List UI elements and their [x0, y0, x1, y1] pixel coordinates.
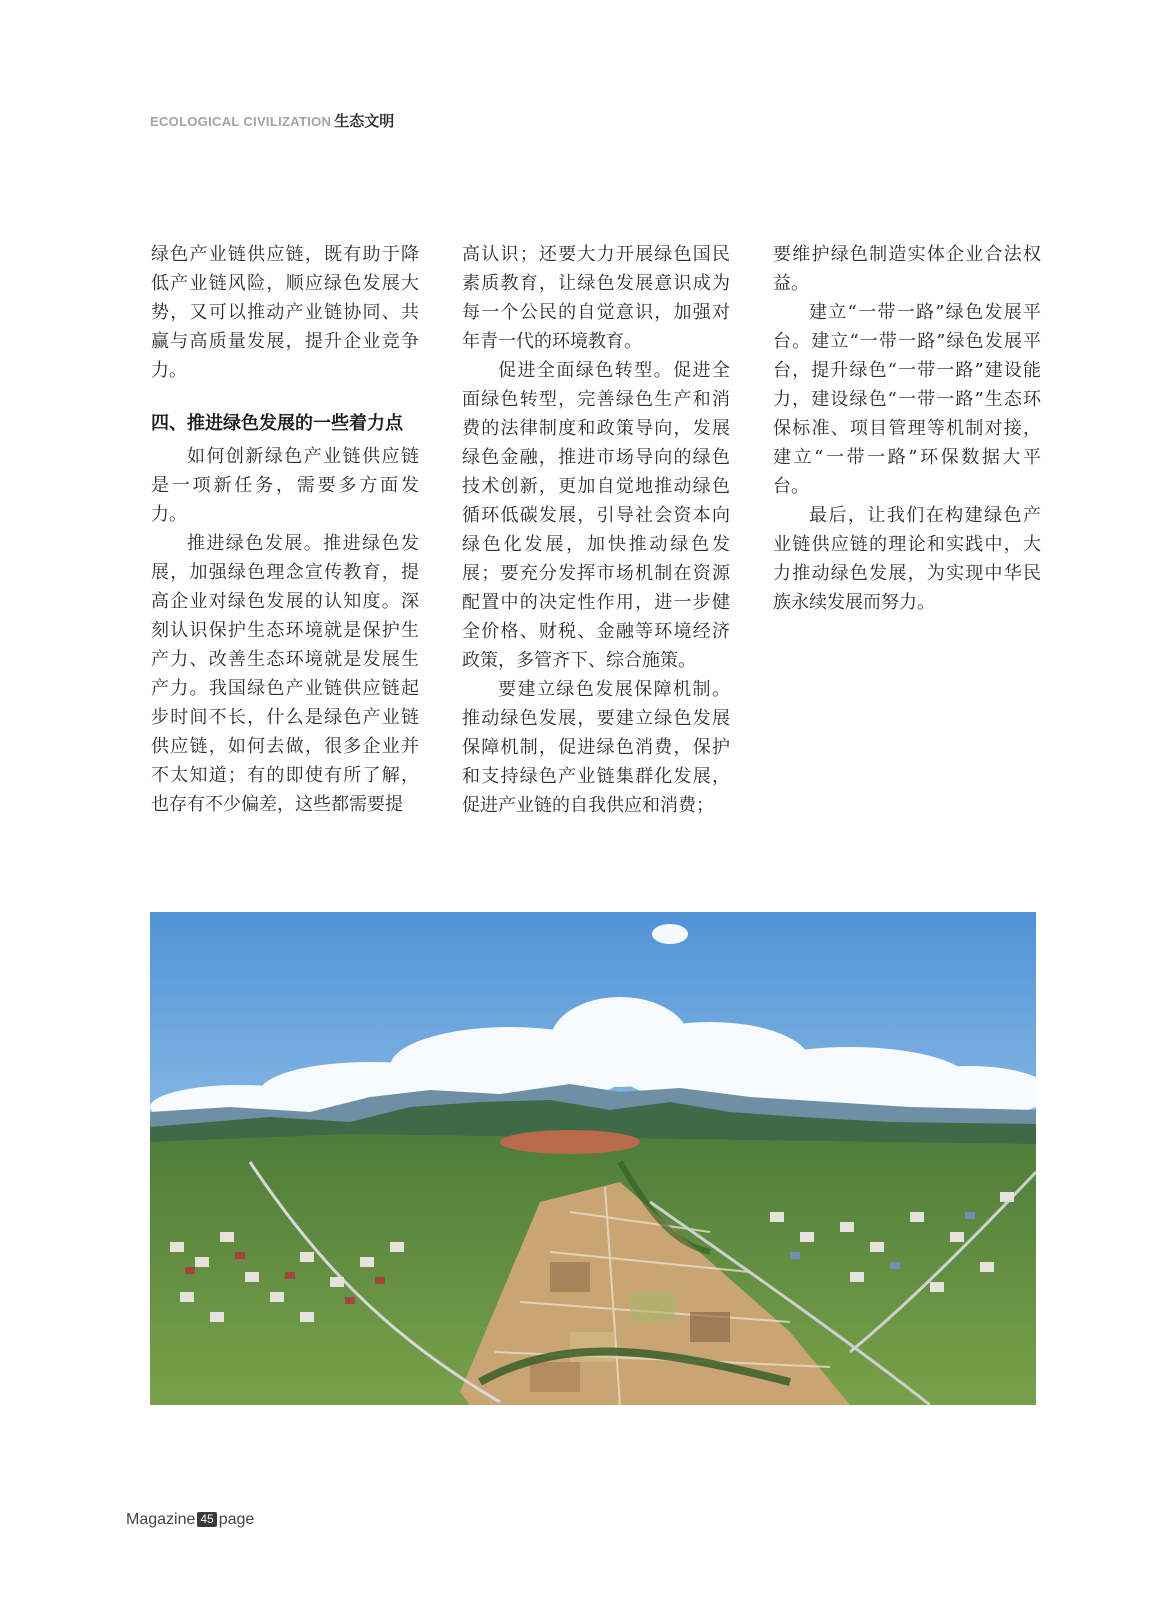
article-column-2 — [462, 240, 730, 820]
paragraph: 建立“一带一路”绿色发展平台。建立“一带一路”绿色发展平台，提升绿色“一带一路”建设能力，建设绿色“一带一路”生态环保标准、项目管理等机制对接，建立“一带一路”环保数据大平台。 — [773, 302, 1041, 497]
paragraph: 要建立绿色发展保障机制。推动绿色发展，要建立绿色发展保障机制，促进绿色消费，保护和支持绿色产业链集群化发展，促进产业链的自我供应和消费； — [462, 679, 730, 816]
magazine-label: Magazine — [126, 1511, 196, 1528]
page-footer — [126, 1511, 254, 1529]
paragraph: 推进绿色发展。推进绿色发展，加强绿色理念宣传教育，提高企业对绿色发展的认知度。深刻认识保护生态环境就是保护生产力、改善生态环境就是发展生产力。我国绿色产业链供应链起步时间不长，什么是绿色产业链供应链，如何去做，很多企业并不太知道；有的即使有所了解，也存有不少偏差，这些都需要提 — [151, 533, 419, 815]
page-number: 45 — [197, 1512, 216, 1527]
paragraph: 最后，让我们在构建绿色产业链供应链的理论和实践中，大力推动绿色发展，为实现中华民族永续发展而努力。 — [773, 505, 1041, 613]
aerial-landscape-photo — [150, 912, 1036, 1405]
paragraph: 要维护绿色制造实体企业合法权益。 — [773, 244, 1041, 294]
paragraph: 高认识；还要大力开展绿色国民素质教育，让绿色发展意识成为每一个公民的自觉意识，加强对年青一代的环境教育。 — [462, 244, 730, 352]
page-label: page — [218, 1511, 255, 1528]
paragraph: 如何创新绿色产业链供应链是一项新任务，需要多方面发力。 — [151, 446, 419, 525]
article-column-3 — [773, 240, 1041, 617]
article-column-1 — [151, 240, 419, 819]
paragraph: 促进全面绿色转型。促进全面绿色转型，完善绿色生产和消费的法律制度和政策导向，发展绿色金融，推进市场导向的绿色技术创新，更加自觉地推动绿色循环低碳发展，引导社会资本向绿色化发展，加快推动绿色发展；要充分发挥市场机制在资源配置中的决定性作用，进一步健全价格、财税、金融等环境经济政策，多管齐下、综合施策。 — [462, 360, 730, 671]
section-title-en: ECOLOGICAL CIVILIZATION — [150, 114, 332, 129]
paragraph: 绿色产业链供应链，既有助于降低产业链风险，顺应绿色发展大势，又可以推动产业链协同、共赢与高质量发展，提升企业竞争力。 — [151, 244, 419, 381]
section-heading: 四、推进绿色发展的一些着力点 — [151, 413, 403, 434]
section-title-zh: 生态文明 — [334, 113, 395, 130]
section-header — [150, 110, 394, 131]
